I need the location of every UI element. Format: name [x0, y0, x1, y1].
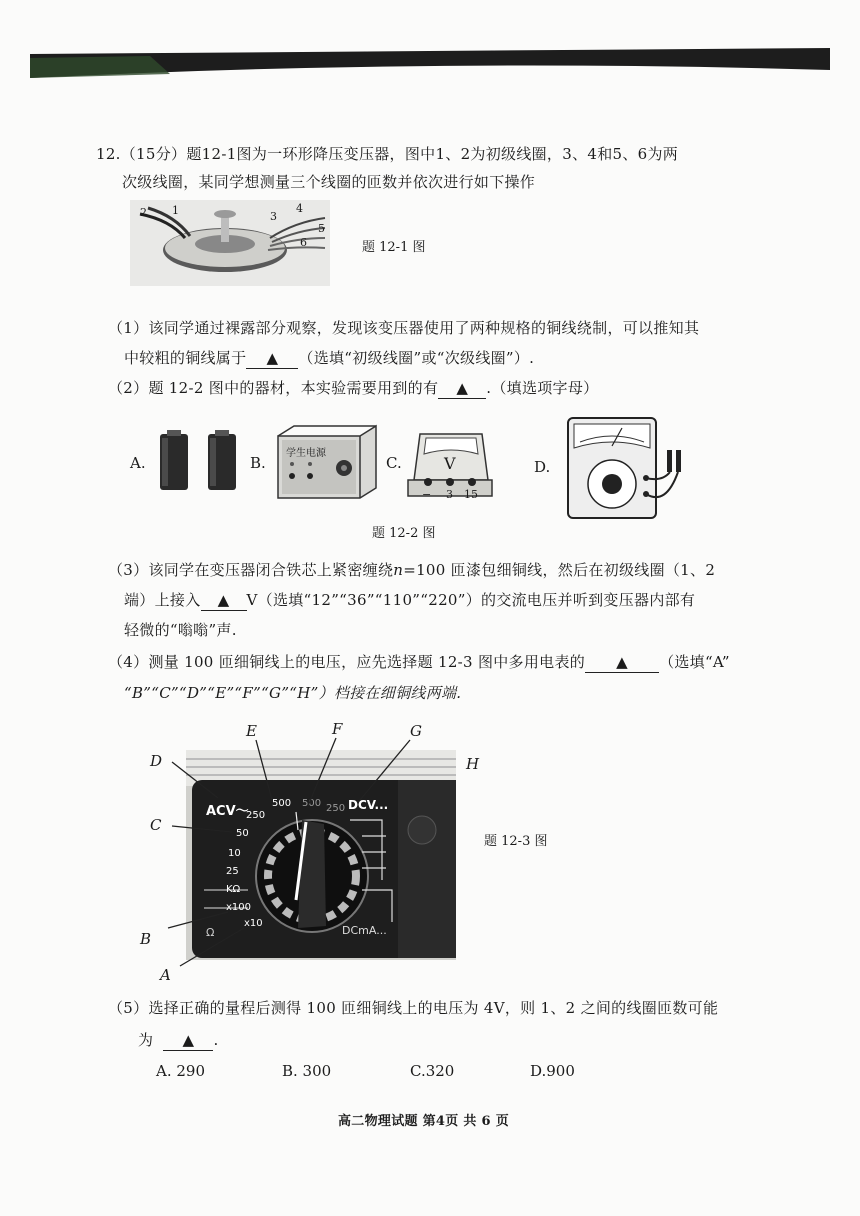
- choice-c[interactable]: C.320: [410, 1062, 455, 1080]
- part5-line2: [138, 1030, 219, 1051]
- fig3-letter: F: [332, 720, 343, 738]
- fig1-wire-label: 5: [318, 222, 325, 235]
- meter-range-label: x10: [244, 918, 263, 929]
- voltmeter-terminal: 15: [464, 488, 478, 501]
- fig1-wire-label: 2: [140, 206, 147, 219]
- fig3-letter: E: [246, 722, 257, 740]
- page-footer: 高二物理试题 第4页 共 6 页: [338, 1114, 509, 1129]
- meter-range-label: 500: [272, 798, 292, 809]
- part1-text-pre: 中较粗的铜线属于: [124, 349, 247, 367]
- part1-text-post: （选填“初级线圈”或“次级线圈”）.: [298, 349, 535, 367]
- fig3-letter: D: [150, 752, 163, 770]
- answer-blank[interactable]: ▲: [585, 652, 659, 673]
- meter-dcv-label: DCV...: [348, 798, 389, 812]
- fig2-caption: 题 12-2 图: [372, 526, 436, 541]
- option-label: A.: [130, 454, 146, 472]
- part3-text-post: =100 匝漆包细铜线，然后在初级线圈（1、2: [403, 561, 716, 579]
- voltmeter-symbol: V: [444, 454, 456, 473]
- meter-range-label: 250: [326, 803, 346, 814]
- part3-line2-post: V（选填“12”“36”“110”“220”）的交流电压并听到变压器内部有: [246, 591, 696, 609]
- part2-text-post: .（填选项字母）: [486, 379, 599, 397]
- meter-acv-label: ACV～: [206, 804, 249, 819]
- fig3-letter: H: [466, 755, 480, 773]
- meter-range-label: KΩ: [226, 884, 241, 895]
- option-label: C.: [386, 454, 402, 472]
- meter-ohm-label: Ω: [206, 926, 215, 939]
- meter-range-label: 25: [226, 866, 239, 877]
- choice-d[interactable]: D.900: [530, 1062, 575, 1080]
- part3-line3: 轻微的“嗡嗡”声.: [124, 621, 237, 639]
- fig3-letter: G: [410, 722, 422, 740]
- power-supply-label: 学生电源: [286, 448, 326, 459]
- answer-blank[interactable]: ▲: [201, 590, 247, 611]
- meter-range-label: 50: [236, 828, 249, 839]
- question-intro-line1: 12.（15分）题12-1图为一环形降压变压器，图中1、2为初级线圈，3、4和5、6为两: [96, 145, 679, 163]
- voltmeter-terminal: 3: [446, 488, 453, 501]
- meter-range-label: 500: [302, 798, 322, 809]
- fig3-letter: A: [160, 966, 171, 984]
- fig3-letter: C: [150, 816, 162, 834]
- answer-blank[interactable]: ▲: [163, 1030, 213, 1051]
- option-label: D.: [534, 458, 551, 476]
- part4-line2: “B”“C”“D”“E”“F”“G”“H”）档接在细铜线两端.: [124, 684, 462, 702]
- fig3-caption: 题 12-3 图: [484, 834, 548, 849]
- fig1-wire-label: 6: [300, 236, 307, 249]
- meter-range-label: 250: [246, 810, 266, 821]
- fig1-wire-label: 4: [296, 202, 303, 215]
- choice-a[interactable]: A. 290: [156, 1062, 205, 1080]
- part1-line1: （1）该同学通过裸露部分观察，发现该变压器使用了两种规格的铜线绕制，可以推知其: [108, 319, 700, 337]
- option-label: B.: [250, 454, 266, 472]
- part4-text-pre: （4）测量 100 匝细铜线上的电压，应先选择题 12-3 图中多用电表的: [108, 653, 586, 671]
- part4-text-post: （选填“A”: [659, 653, 730, 671]
- meter-range-label: 10: [228, 848, 241, 859]
- fig1-wire-label: 3: [270, 210, 277, 223]
- part5-text-post: .: [213, 1031, 219, 1049]
- fig3-letter: B: [140, 930, 152, 948]
- variable-n: n: [393, 561, 404, 579]
- part5-text-pre: 为: [138, 1031, 154, 1049]
- meter-range-label: x100: [226, 902, 252, 913]
- fig1-caption: 题 12-1 图: [362, 240, 426, 255]
- fig1-wire-label: 1: [172, 204, 179, 217]
- question-intro-line2: 次级线圈，某同学想测量三个线圈的匝数并依次进行如下操作: [122, 173, 536, 191]
- answer-blank[interactable]: ▲: [246, 348, 298, 369]
- part5-line1: （5）选择正确的量程后测得 100 匝细铜线上的电压为 4V，则 1、2 之间的线圈匝数可能: [108, 999, 719, 1017]
- part3-text-pre: （3）该同学在变压器闭合铁芯上紧密缠绕: [108, 561, 394, 579]
- answer-blank[interactable]: ▲: [438, 378, 486, 399]
- meter-dcma-label: DCmA...: [342, 924, 387, 937]
- choice-b[interactable]: B. 300: [282, 1062, 332, 1080]
- part3-line2-pre: 端）上接入: [124, 591, 201, 609]
- part2-text-pre: （2）题 12-2 图中的器材，本实验需要用到的有: [108, 379, 439, 397]
- voltmeter-terminal: −: [422, 488, 432, 501]
